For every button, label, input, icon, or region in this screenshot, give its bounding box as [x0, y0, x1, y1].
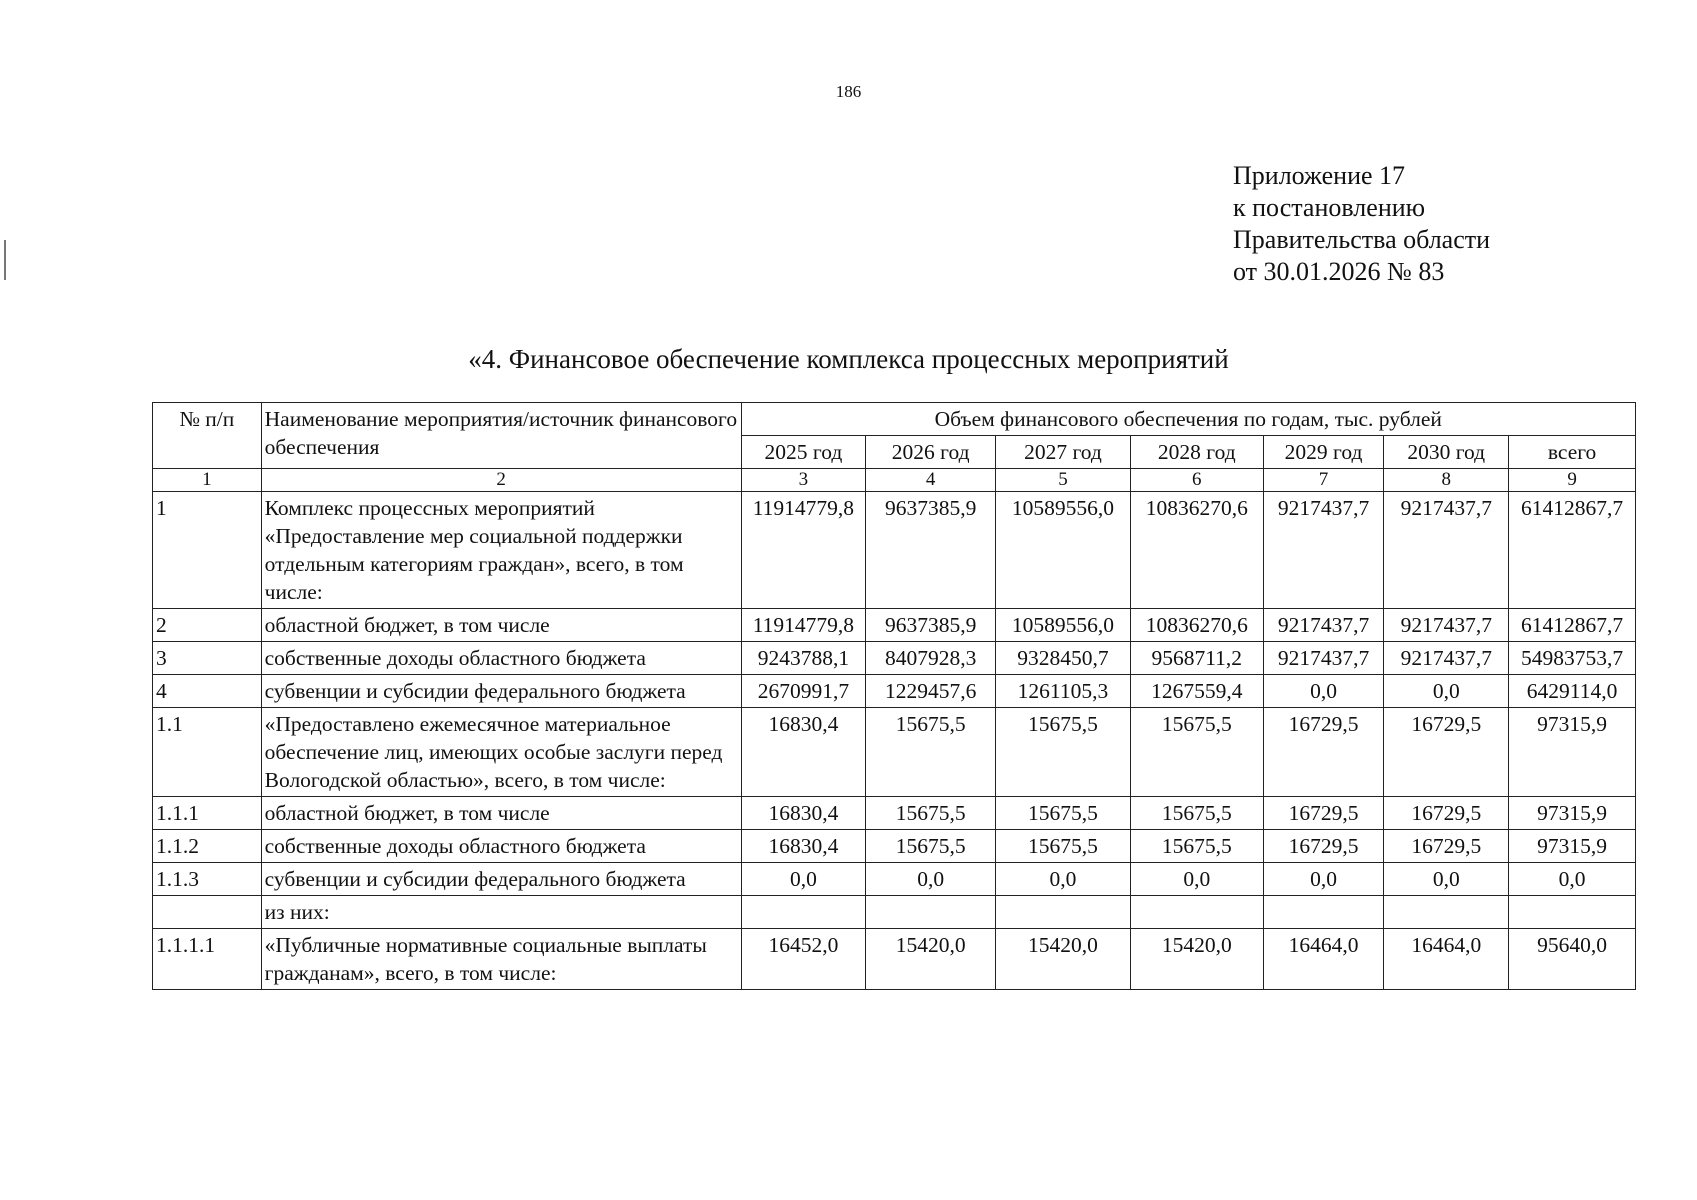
row-total-value: 54983753,7 [1509, 642, 1636, 675]
column-index: 9 [1509, 469, 1636, 492]
header-year: 2025 год [741, 436, 866, 469]
row-year-value: 0,0 [1384, 863, 1509, 896]
table-row [153, 708, 1636, 797]
column-index: 4 [866, 469, 996, 492]
header-year: 2028 год [1130, 436, 1263, 469]
table-row [153, 675, 1636, 708]
row-year-value: 0,0 [1384, 675, 1509, 708]
appendix-line-1: Приложение 17 [1233, 161, 1406, 190]
row-year-value: 16729,5 [1263, 797, 1384, 830]
row-year-value: 11914779,8 [741, 609, 866, 642]
row-total-value [1509, 896, 1636, 929]
row-year-value: 11914779,8 [741, 492, 866, 609]
page-number: 186 [835, 82, 862, 101]
row-name: собственные доходы областного бюджета [261, 830, 741, 863]
row-year-value [996, 896, 1131, 929]
row-name: областной бюджет, в том числе [261, 609, 741, 642]
row-total-value: 97315,9 [1509, 830, 1636, 863]
row-total-value: 97315,9 [1509, 708, 1636, 797]
row-year-value: 1261105,3 [996, 675, 1131, 708]
row-year-value: 15675,5 [866, 797, 996, 830]
table-row [153, 830, 1636, 863]
column-index: 5 [996, 469, 1131, 492]
row-year-value: 10836270,6 [1130, 492, 1263, 609]
table-row [153, 896, 1636, 929]
row-year-value: 10836270,6 [1130, 609, 1263, 642]
row-year-value: 16464,0 [1384, 929, 1509, 990]
row-year-value: 10589556,0 [996, 609, 1131, 642]
row-year-value: 16830,4 [741, 708, 866, 797]
row-year-value: 9637385,9 [866, 609, 996, 642]
column-index: 1 [153, 469, 262, 492]
appendix-line-4: от 30.01.2026 № 83 [1233, 257, 1445, 286]
row-year-value: 16729,5 [1384, 830, 1509, 863]
row-number: 1.1.2 [153, 830, 262, 863]
row-year-value: 16830,4 [741, 797, 866, 830]
row-year-value: 9568711,2 [1130, 642, 1263, 675]
appendix-line-2: к постановлению [1233, 193, 1426, 222]
table-row [153, 642, 1636, 675]
row-number: 1.1.3 [153, 863, 262, 896]
row-year-value: 16729,5 [1263, 830, 1384, 863]
table-row [153, 863, 1636, 896]
row-number: 1.1.1 [153, 797, 262, 830]
row-year-value: 15675,5 [996, 708, 1131, 797]
row-year-value: 16464,0 [1263, 929, 1384, 990]
row-total-value: 6429114,0 [1509, 675, 1636, 708]
row-year-value: 9217437,7 [1384, 492, 1509, 609]
row-year-value: 15675,5 [1130, 830, 1263, 863]
row-year-value: 9328450,7 [996, 642, 1131, 675]
row-year-value: 9243788,1 [741, 642, 866, 675]
row-year-value: 9217437,7 [1384, 609, 1509, 642]
header-name: Наименование мероприятия/источник финансового обеспечения [261, 403, 741, 469]
row-number: 3 [153, 642, 262, 675]
header-year: 2027 год [996, 436, 1131, 469]
table-row [153, 797, 1636, 830]
table-row [153, 929, 1636, 990]
row-name: Комплекс процессных мероприятий «Предоставление мер социальной поддержки отдельным категориям граждан», всего, в том числе: [261, 492, 741, 609]
document-title: «4. Финансовое обеспечение комплекса процессных мероприятий [468, 344, 1229, 374]
row-year-value: 1267559,4 [1130, 675, 1263, 708]
appendix-block [1233, 160, 1490, 288]
row-year-value: 0,0 [1263, 863, 1384, 896]
row-year-value: 15675,5 [996, 830, 1131, 863]
row-year-value: 16729,5 [1384, 797, 1509, 830]
row-year-value [866, 896, 996, 929]
table-body [153, 492, 1636, 990]
row-number [153, 896, 262, 929]
row-number: 1.1 [153, 708, 262, 797]
column-index: 6 [1130, 469, 1263, 492]
table-row [153, 609, 1636, 642]
row-total-value: 61412867,7 [1509, 609, 1636, 642]
row-total-value: 95640,0 [1509, 929, 1636, 990]
row-year-value: 0,0 [866, 863, 996, 896]
row-year-value: 15675,5 [866, 708, 996, 797]
table-row [153, 492, 1636, 609]
row-year-value: 0,0 [996, 863, 1131, 896]
row-year-value: 15675,5 [866, 830, 996, 863]
row-year-value: 15420,0 [996, 929, 1131, 990]
header-group: Объем финансового обеспечения по годам, тыс. рублей [741, 403, 1635, 436]
row-year-value: 0,0 [1263, 675, 1384, 708]
row-year-value: 16729,5 [1263, 708, 1384, 797]
row-year-value [1384, 896, 1509, 929]
row-year-value: 15420,0 [1130, 929, 1263, 990]
row-year-value: 16830,4 [741, 830, 866, 863]
column-index: 3 [741, 469, 866, 492]
row-year-value: 9217437,7 [1263, 609, 1384, 642]
row-name: областной бюджет, в том числе [261, 797, 741, 830]
row-year-value [1263, 896, 1384, 929]
financing-table [152, 402, 1636, 990]
row-year-value: 0,0 [1130, 863, 1263, 896]
table-header-row-1 [153, 403, 1636, 436]
row-year-value: 15420,0 [866, 929, 996, 990]
header-no: № п/п [153, 403, 262, 469]
row-year-value: 10589556,0 [996, 492, 1131, 609]
appendix-line-3: Правительства области [1233, 225, 1491, 254]
row-name: из них: [261, 896, 741, 929]
row-name: субвенции и субсидии федерального бюджета [261, 675, 741, 708]
header-year: 2026 год [866, 436, 996, 469]
row-year-value: 16452,0 [741, 929, 866, 990]
row-total-value: 61412867,7 [1509, 492, 1636, 609]
row-year-value: 0,0 [741, 863, 866, 896]
row-year-value [1130, 896, 1263, 929]
column-index: 8 [1384, 469, 1509, 492]
header-year: 2029 год [1263, 436, 1384, 469]
row-year-value: 1229457,6 [866, 675, 996, 708]
row-total-value: 97315,9 [1509, 797, 1636, 830]
row-year-value: 8407928,3 [866, 642, 996, 675]
row-number: 1 [153, 492, 262, 609]
scan-artifact-mark [4, 240, 6, 280]
row-year-value: 15675,5 [1130, 797, 1263, 830]
row-name: субвенции и субсидии федерального бюджета [261, 863, 741, 896]
row-year-value: 16729,5 [1384, 708, 1509, 797]
row-year-value: 9637385,9 [866, 492, 996, 609]
row-year-value: 9217437,7 [1263, 492, 1384, 609]
row-name: «Предоставлено ежемесячное материальное обеспечение лиц, имеющих особые заслуги перед Вологодской областью», всего, в том числе: [261, 708, 741, 797]
column-index: 2 [261, 469, 741, 492]
header-total: всего [1509, 436, 1636, 469]
row-name: собственные доходы областного бюджета [261, 642, 741, 675]
column-index: 7 [1263, 469, 1384, 492]
header-year: 2030 год [1384, 436, 1509, 469]
column-index-row [153, 469, 1636, 492]
row-number: 4 [153, 675, 262, 708]
row-total-value: 0,0 [1509, 863, 1636, 896]
row-number: 2 [153, 609, 262, 642]
row-year-value: 9217437,7 [1263, 642, 1384, 675]
row-year-value: 15675,5 [1130, 708, 1263, 797]
row-year-value [741, 896, 866, 929]
row-year-value: 2670991,7 [741, 675, 866, 708]
row-year-value: 15675,5 [996, 797, 1131, 830]
row-number: 1.1.1.1 [153, 929, 262, 990]
row-name: «Публичные нормативные социальные выплаты гражданам», всего, в том числе: [261, 929, 741, 990]
row-year-value: 9217437,7 [1384, 642, 1509, 675]
